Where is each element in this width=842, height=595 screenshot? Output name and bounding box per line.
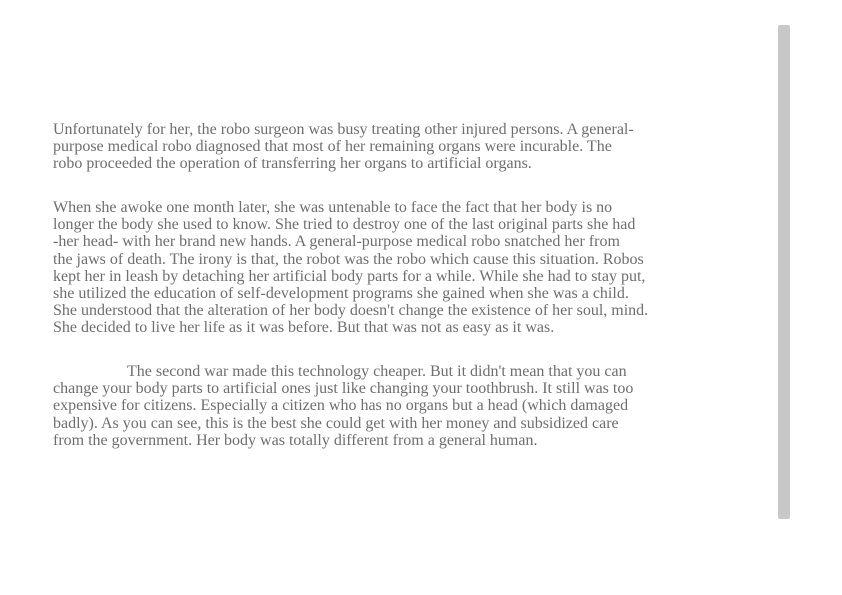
- paragraph-line: She decided to live her life as it was before. But that was not as easy as it was.: [53, 319, 555, 337]
- paragraph-line: the jaws of death. The irony is that, the robot was the robo which cause this situation. Robos: [53, 250, 644, 268]
- paragraph-2: [53, 199, 743, 337]
- paragraph-line: robo proceeded the operation of transferring her organs to artificial organs.: [53, 155, 532, 173]
- paragraph-line: The second war made this technology cheaper. But it didn't mean that you can: [127, 363, 627, 380]
- paragraph-line: She understood that the alteration of her body doesn't change the existence of her soul, mind.: [53, 302, 649, 320]
- paragraph-line: purpose medical robo diagnosed that most of her remaining organs were incurable. The: [53, 138, 612, 156]
- paragraph-line: -her head- with her brand new hands. A general-purpose medical robo snatched her from: [53, 233, 620, 251]
- paragraph-line: she utilized the education of self-development programs she gained when she was a child.: [53, 285, 629, 303]
- paragraph-line: change your body parts to artificial ones just like changing your toothbrush. It still was too: [53, 380, 634, 398]
- vertical-scrollbar[interactable]: [778, 25, 790, 519]
- paragraph-line: badly). As you can see, this is the best she could get with her money and subsidized care: [53, 414, 619, 432]
- scrollbar-thumb[interactable]: [778, 25, 790, 519]
- paragraph-line: from the government. Her body was totally different from a general human.: [53, 431, 538, 449]
- paragraph-line: When she awoke one month later, she was untenable to face the fact that her body is no: [53, 199, 613, 216]
- paragraph-line: Unfortunately for her, the robo surgeon was busy treating other injured persons. A general-: [53, 121, 634, 138]
- paragraph-line: longer the body she used to know. She tried to destroy one of the last original parts she had: [53, 216, 636, 234]
- paragraph-line: kept her in leash by detaching her artificial body parts for a while. While she had to stay put,: [53, 267, 646, 285]
- paragraph-line: expensive for citizens. Especially a citizen who has no organs but a head (which damaged: [53, 397, 629, 415]
- paragraph-1: [53, 121, 743, 173]
- paragraph-3: [53, 363, 743, 449]
